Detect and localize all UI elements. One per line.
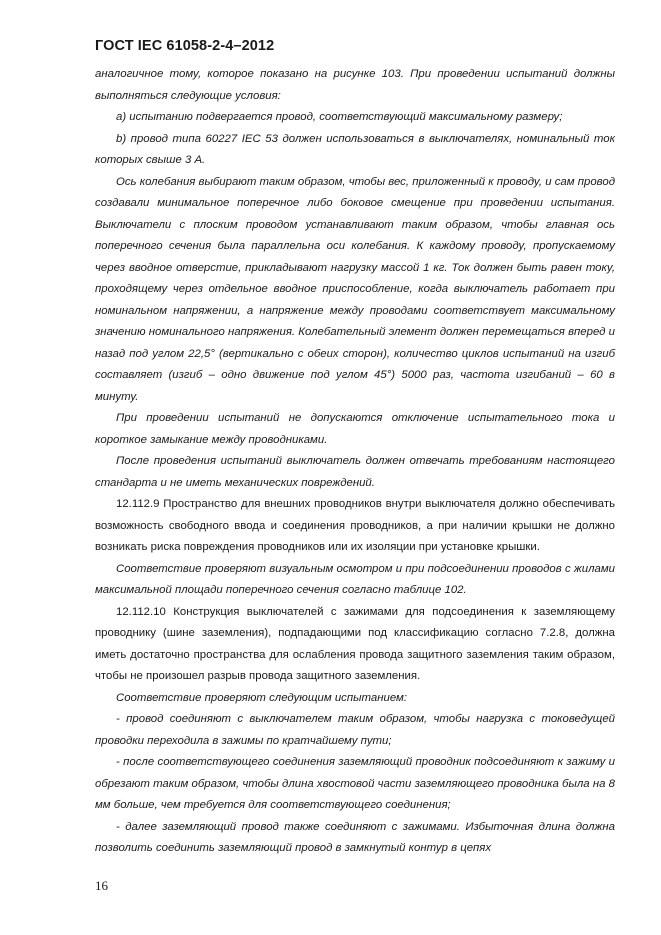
paragraph: При проведении испытаний не допускаются отключение испытательного тока и короткое замыкание между проводниками. (95, 412, 615, 446)
list-item: - провод соединяют с выключателем таким образом, чтобы нагрузка с токоведущей проводки переходила в зажимы по кратчайшему пути; (95, 713, 615, 747)
paragraph: аналогичное тому, которое показано на рисунке 103. При проведении испытаний должны выполняться следующие условия: (95, 68, 615, 102)
paragraph: a) испытанию подвергается провод, соответствующий максимальному размеру; (116, 111, 563, 123)
document-body (95, 64, 615, 860)
list-item: - после соответствующего соединения заземляющий проводник подсоединяют к зажиму и обрезают таким образом, чтобы длина хвостовой части заземляющего проводника была на 8 мм больше, чем требуется для соответствующего соединения; (95, 756, 615, 811)
paragraph: Ось колебания выбирают таким образом, чтобы вес, приложенный к проводу, и сам провод создавали минимальное поперечное либо боковое смещение при проведении испытания. Выключатели с плоским проводом устанавливают таким образом, чтобы главная ось поперечного сечения была параллельна оси колебания. К каждому проводу, пропускаемому через вводное отверстие, прикладывают нагрузку массой 1 кг. Ток должен быть равен току, проходящему через отдельное вводное приспособление, когда выключатель работает при номинальном напряжении, а напряжение между проводами соответствует максимальному значению номинального напряжения. Колебательный элемент должен перемещаться вперед и назад под углом 22,5° (вертикально с обеих сторон), количество циклов испытаний на изгиб составляет (изгиб – одно движение под углом 45°) 5000 раз, частота изгибаний – 60 в минуту. (95, 175, 615, 403)
page-number: 16 (95, 878, 108, 893)
paragraph: 12.112.10 Конструкция выключателей с зажимами для подсоединения к заземляющему проводнику (шине заземления), подпадающими под классификацию согласно 7.2.8, должна иметь достаточно пространства для ослабления провода защитного заземления таким образом, чтобы не произошел разрыв провода защитного заземления. (95, 605, 615, 682)
paragraph: Соответствие проверяют следующим испытанием: (116, 691, 408, 704)
paragraph: После проведения испытаний выключатель должен отвечать требованиям настоящего стандарта и не иметь механических повреждений. (95, 455, 615, 489)
paragraph: Соответствие проверяют визуальным осмотром и при подсоединении проводов с жилами максимальной площади поперечного сечения согласно таблице 102. (95, 562, 615, 596)
paragraph: 12.112.9 Пространство для внешних проводников внутри выключателя должно обеспечивать возможность свободного ввода и соединения проводников, а при наличии крышки не должно возникать риска повреждения проводников или их изоляции при установке крышки. (95, 498, 615, 553)
document-header: ГОСТ IEC 61058-2-4–2012 (95, 38, 275, 54)
paragraph: b) провод типа 60227 IEC 53 должен использоваться в выключателях, номинальный ток которых свыше 3 А. (95, 132, 615, 166)
list-item: - далее заземляющий провод также соединяют с зажимами. Избыточная длина должна позволить соединить заземляющий провод в замкнутый контур в цепях (95, 820, 615, 854)
